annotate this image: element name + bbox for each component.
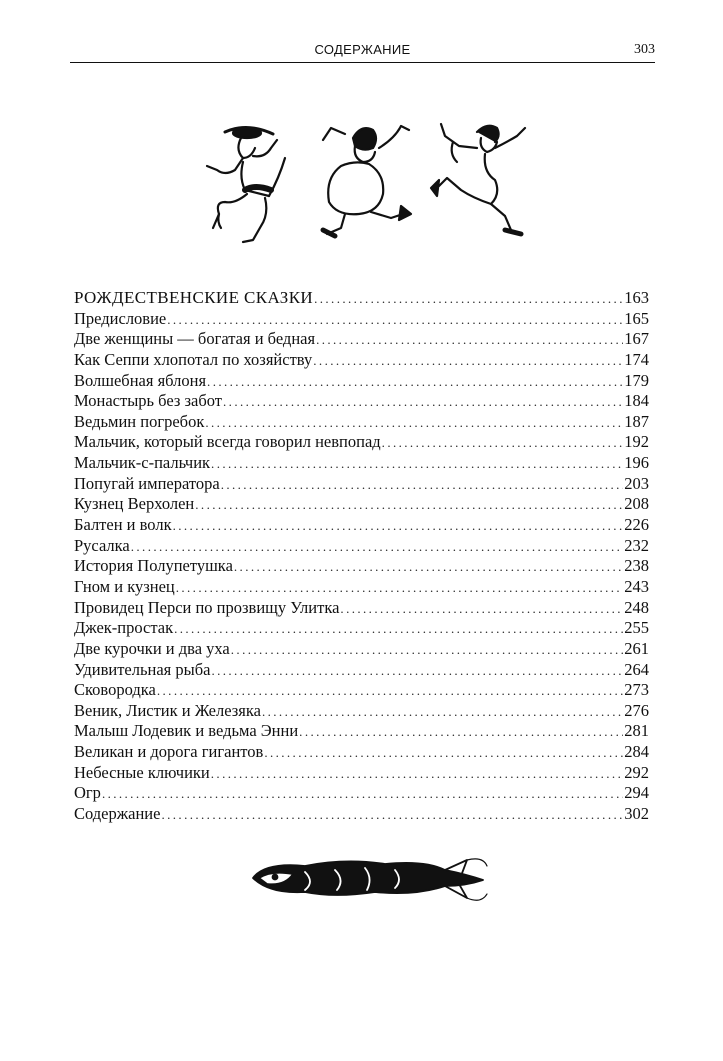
toc-dot-leader bbox=[262, 702, 623, 722]
toc-entry-title: Кузнец Верхолен bbox=[74, 494, 195, 514]
toc-entry-page: 192 bbox=[624, 432, 649, 452]
toc-entry bbox=[74, 598, 649, 619]
toc-entry-page: 163 bbox=[624, 288, 649, 307]
toc-dot-leader bbox=[264, 743, 623, 763]
toc-dot-leader bbox=[207, 372, 623, 392]
toc-entry bbox=[74, 556, 649, 577]
toc-entry-title: Волшебная яблоня bbox=[74, 370, 207, 390]
toc-entry-title: Как Сеппи хлопотал по хозяйству bbox=[74, 349, 313, 369]
toc-dot-leader bbox=[316, 330, 623, 350]
toc-entry-title: Гном и кузнец bbox=[74, 576, 175, 596]
toc-entry-title: Предисловие bbox=[74, 308, 167, 328]
toc-dot-leader bbox=[173, 516, 624, 536]
toc-entry bbox=[74, 536, 649, 557]
toc-entry-title: Попугай императора bbox=[74, 473, 220, 493]
toc-entry-page: 284 bbox=[624, 742, 649, 762]
toc-dot-leader bbox=[174, 619, 623, 639]
toc-entry-page: 174 bbox=[624, 349, 649, 369]
toc-entry-page: 292 bbox=[624, 762, 649, 782]
toc-dot-leader bbox=[195, 495, 623, 515]
toc-entry-title: Монастырь без забот bbox=[74, 391, 223, 411]
toc-entry-page: 264 bbox=[624, 659, 649, 679]
toc-entry-page: 232 bbox=[624, 535, 649, 555]
toc-entry bbox=[74, 701, 649, 722]
toc-entry-title: Ведьмин погребок bbox=[74, 411, 205, 431]
toc-entry bbox=[74, 660, 649, 681]
toc-dot-leader bbox=[157, 681, 623, 701]
dancer-figure-right bbox=[431, 124, 525, 234]
toc-entry-page: 167 bbox=[624, 329, 649, 349]
toc-dot-leader bbox=[211, 454, 623, 474]
toc-dot-leader bbox=[161, 805, 623, 825]
toc-entry-page: 261 bbox=[624, 638, 649, 658]
header-rule bbox=[70, 62, 655, 63]
fish-ornament-illustration bbox=[245, 852, 490, 907]
dancer-figure-center bbox=[323, 126, 411, 236]
toc-entry bbox=[74, 412, 649, 433]
toc-entry-title: Небесные ключики bbox=[74, 762, 210, 782]
toc-entry bbox=[74, 453, 649, 474]
toc-dot-leader bbox=[131, 537, 624, 557]
toc-entry-title: Мальчик, который всегда говорил невпопад bbox=[74, 432, 381, 452]
toc-entry-page: 203 bbox=[624, 473, 649, 493]
toc-entry bbox=[74, 804, 649, 825]
toc-entry-title: Удивительная рыба bbox=[74, 659, 211, 679]
table-of-contents bbox=[74, 288, 649, 825]
toc-entry-page: 165 bbox=[624, 308, 649, 328]
toc-entry-page: 255 bbox=[624, 618, 649, 638]
toc-entry bbox=[74, 494, 649, 515]
toc-dot-leader bbox=[313, 351, 623, 371]
toc-entry bbox=[74, 618, 649, 639]
toc-dot-leader bbox=[382, 433, 624, 453]
toc-dot-leader bbox=[223, 392, 623, 412]
toc-section-heading bbox=[74, 288, 649, 309]
running-title: СОДЕРЖАНИЕ bbox=[314, 42, 411, 57]
dancer-figure-left bbox=[207, 127, 285, 242]
toc-entry bbox=[74, 763, 649, 784]
toc-dot-leader bbox=[221, 475, 624, 495]
toc-entry-title: Джек-простак bbox=[74, 618, 174, 638]
toc-dot-leader bbox=[211, 764, 623, 784]
toc-dot-leader bbox=[299, 722, 623, 742]
toc-entry-title: Две женщины — богатая и бедная bbox=[74, 329, 316, 349]
toc-entry bbox=[74, 742, 649, 763]
toc-entry bbox=[74, 432, 649, 453]
toc-entry-title: РОЖДЕСТВЕНСКИЕ СКАЗКИ bbox=[74, 288, 314, 307]
toc-entry-page: 179 bbox=[624, 370, 649, 390]
toc-entry-page: 273 bbox=[624, 680, 649, 700]
toc-entry-title: Русалка bbox=[74, 535, 130, 555]
toc-entry bbox=[74, 721, 649, 742]
toc-entry bbox=[74, 329, 649, 350]
toc-entry bbox=[74, 474, 649, 495]
toc-entry-page: 281 bbox=[624, 721, 649, 741]
toc-entry bbox=[74, 577, 649, 598]
toc-entry bbox=[74, 639, 649, 660]
toc-entry-page: 276 bbox=[624, 700, 649, 720]
toc-dot-leader bbox=[102, 784, 623, 804]
toc-entry-title: Малыш Лодевик и ведьма Энни bbox=[74, 721, 299, 741]
toc-entry-title: Балтен и волк bbox=[74, 515, 172, 535]
toc-entry-title: Две курочки и два уха bbox=[74, 638, 230, 658]
toc-dot-leader bbox=[314, 289, 623, 309]
toc-entry-page: 184 bbox=[624, 391, 649, 411]
toc-entry-page: 238 bbox=[624, 556, 649, 576]
toc-entry-page: 294 bbox=[624, 783, 649, 803]
toc-dot-leader bbox=[211, 661, 623, 681]
toc-entry-title: Провидец Перси по прозвищу Улитка bbox=[74, 597, 340, 617]
toc-entry-page: 196 bbox=[624, 453, 649, 473]
toc-entry-page: 208 bbox=[624, 494, 649, 514]
toc-entry-page: 302 bbox=[624, 804, 649, 824]
toc-entry-page: 187 bbox=[624, 411, 649, 431]
toc-entry-title: Сковородка bbox=[74, 680, 156, 700]
toc-entry-page: 243 bbox=[624, 576, 649, 596]
toc-entry-title: Содержание bbox=[74, 804, 161, 824]
toc-entry bbox=[74, 680, 649, 701]
toc-dot-leader bbox=[340, 599, 623, 619]
page-number: 303 bbox=[634, 42, 655, 57]
running-head bbox=[70, 42, 655, 62]
toc-dot-leader bbox=[231, 640, 623, 660]
toc-entry-title: История Полупетушка bbox=[74, 556, 233, 576]
toc-entry bbox=[74, 391, 649, 412]
toc-entry-page: 226 bbox=[624, 515, 649, 535]
toc-dot-leader bbox=[176, 578, 624, 598]
toc-dot-leader bbox=[205, 413, 623, 433]
toc-entry bbox=[74, 309, 649, 330]
dancing-figures-illustration bbox=[195, 118, 535, 248]
toc-entry-title: Великан и дорога гигантов bbox=[74, 742, 264, 762]
toc-entry bbox=[74, 515, 649, 536]
toc-dot-leader bbox=[167, 310, 623, 330]
toc-entry-page: 248 bbox=[624, 597, 649, 617]
toc-entry-title: Мальчик-с-пальчик bbox=[74, 453, 211, 473]
toc-entry-title: Веник, Листик и Железяка bbox=[74, 700, 261, 720]
toc-entry-title: Огр bbox=[74, 783, 101, 803]
toc-dot-leader bbox=[234, 557, 623, 577]
toc-entry bbox=[74, 350, 649, 371]
toc-entry bbox=[74, 371, 649, 392]
toc-entry bbox=[74, 783, 649, 804]
